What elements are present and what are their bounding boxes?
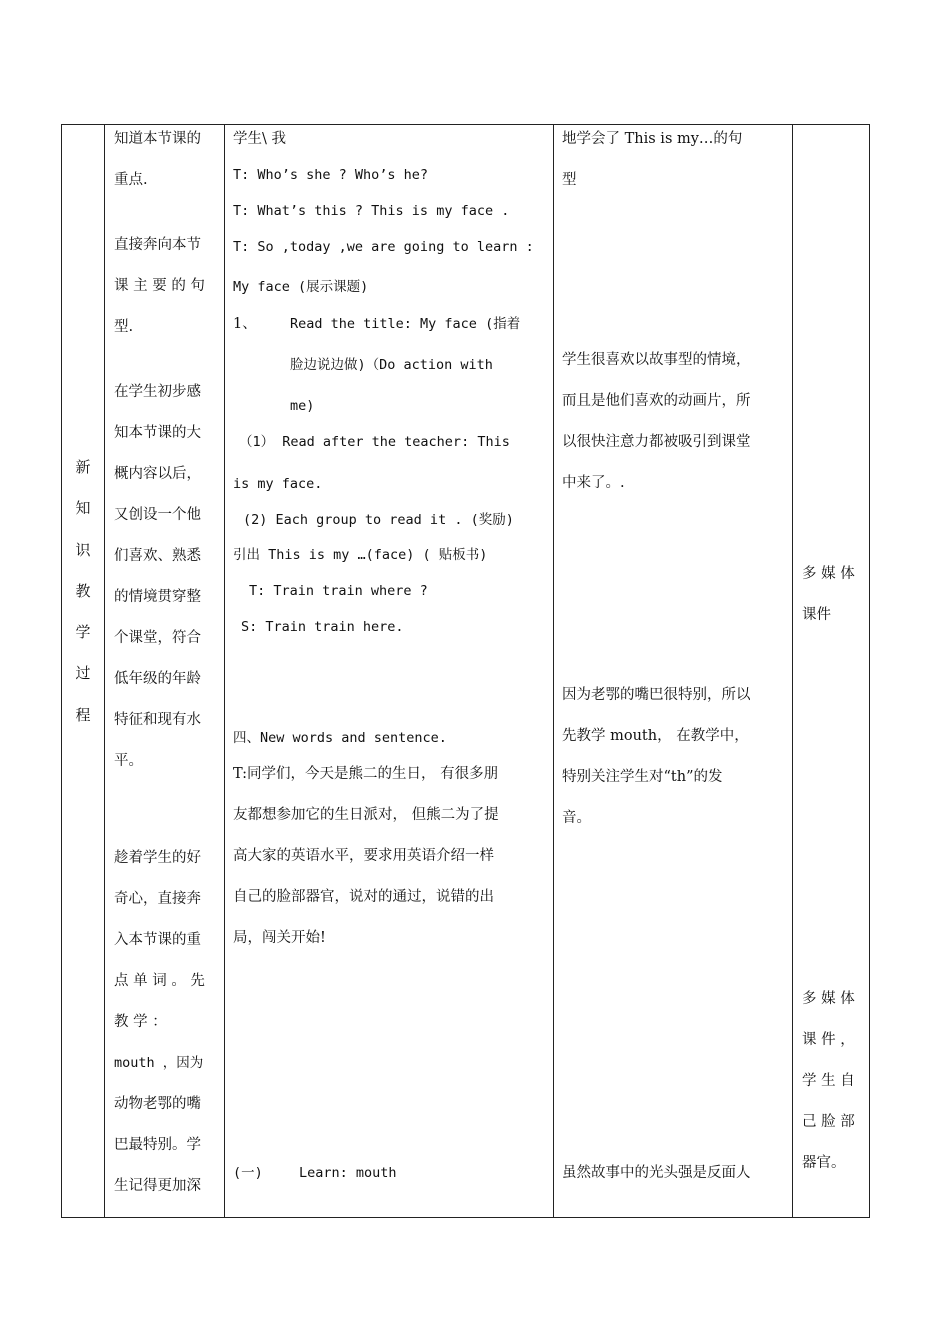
intent-line: 平。 (114, 753, 143, 769)
activity-line: My face (展示课题) (233, 279, 369, 295)
activity-line: 引出 This is my …(face) ( 贴板书) (233, 547, 488, 563)
teaching-activities-cell (225, 125, 554, 1218)
intent-line: 课 主 要 的 句 (114, 278, 205, 294)
intent-line: 重点. (114, 172, 148, 188)
stage-char: 新 (75, 458, 91, 476)
analysis-cell (554, 125, 793, 1218)
activity-line: Read the title: My face (指着 (290, 316, 521, 332)
media-line: 学 生 自 (802, 1073, 855, 1089)
activity-line: 高大家的英语水平，要求用英语介绍一样 (233, 848, 494, 864)
activity-line: 1、 (233, 316, 257, 332)
intent-line: 知道本节课的 (114, 131, 201, 147)
intent-line: 型. (114, 319, 134, 335)
media-line: 多 媒 体 (802, 991, 855, 1007)
intent-line: 的情境贯穿整 (114, 589, 201, 605)
intent-line: 趁着学生的好 (114, 850, 201, 866)
analysis-line: 而且是他们喜欢的动画片，所 (562, 393, 751, 409)
media-cell (793, 125, 870, 1218)
activity-line: Learn: mouth (299, 1165, 397, 1181)
analysis-line: 中来了。. (562, 475, 625, 491)
analysis-line: 先教学 mouth， 在教学中， (562, 728, 749, 744)
intent-line: 入本节课的重 (114, 932, 201, 948)
intent-line: 低年级的年龄 (114, 671, 201, 687)
activity-line: T: So ,today ,we are going to learn : (233, 239, 534, 255)
activity-line: T: What’s this ? This is my face . (233, 203, 510, 219)
table-row (62, 125, 870, 1218)
activity-line: (2) Each group to read it . (奖励) (243, 512, 514, 528)
analysis-line: 以很快注意力都被吸引到课堂 (562, 434, 751, 450)
activity-line: 局，闯关开始! (233, 930, 326, 946)
activity-line: is my face. (233, 476, 323, 492)
activity-line: (一) (233, 1165, 263, 1181)
stage-char: 过 (75, 664, 91, 683)
activity-line: 友都想参加它的生日派对， 但熊二为了提 (233, 807, 499, 823)
intent-line: 知本节课的大 (114, 425, 201, 441)
activity-line: （1） Read after the teacher: This (239, 434, 510, 450)
analysis-line: 因为老鄂的嘴巴很特别，所以 (562, 687, 751, 703)
intent-line: 奇心，直接奔 (114, 891, 201, 907)
analysis-line: 学生很喜欢以故事型的情境， (562, 352, 751, 368)
stage-label (62, 447, 104, 736)
analysis-line: 音。 (562, 810, 591, 826)
stage-char: 程 (75, 705, 91, 724)
intent-line: 又创设一个他 (114, 507, 201, 523)
analysis-line: 地学会了 This is my…的句 (562, 131, 743, 147)
intent-line: 直接奔向本节 (114, 237, 201, 253)
media-line: 课 件 ， (802, 1032, 855, 1048)
intent-line: 特征和现有水 (114, 712, 201, 728)
intent-line: 个课堂，符合 (114, 630, 201, 646)
intent-line: 们喜欢、熟悉 (114, 548, 201, 564)
stage-char: 知 (75, 499, 91, 518)
intent-line: 概内容以后， (114, 466, 201, 482)
intent-line: 动物老鄂的嘴 (114, 1096, 201, 1112)
activity-line: 四、New words and sentence. (233, 730, 447, 746)
design-intent-cell (105, 125, 225, 1218)
activity-line: 自己的脸部器官，说对的通过，说错的出 (233, 889, 494, 905)
activity-line: 学生\ 我 (233, 131, 286, 147)
intent-line: 教 学 ： (114, 1014, 167, 1030)
activity-line: 脸边说边做)（Do action with (290, 357, 493, 373)
media-line: 课件 (802, 607, 831, 623)
intent-line: 在学生初步感 (114, 384, 201, 400)
activity-line: S: Train train here. (241, 619, 404, 635)
stage-char: 教 (75, 581, 91, 600)
media-line: 器官。 (802, 1155, 846, 1171)
stage-cell (62, 125, 105, 1218)
activity-line: T: Train train where ? (249, 583, 428, 599)
intent-line: 巴最特别。学 (114, 1137, 201, 1153)
media-line: 多 媒 体 (802, 566, 855, 582)
activity-line: T: Who’s she ? Who’s he? (233, 167, 429, 183)
stage-char: 识 (75, 540, 91, 559)
intent-line: mouth ，因为 (114, 1055, 204, 1071)
media-line: 己 脸 部 (802, 1114, 855, 1130)
activity-line: T:同学们，今天是熊二的生日， 有很多朋 (233, 766, 499, 782)
intent-line: 生记得更加深 (114, 1178, 201, 1194)
intent-line: 点 单 词 。 先 (114, 973, 205, 989)
activity-line: me) (290, 398, 315, 414)
lesson-plan-table (61, 124, 870, 1218)
analysis-line: 型 (562, 172, 577, 188)
analysis-line: 特别关注学生对“th”的发 (562, 769, 723, 785)
stage-char: 学 (75, 623, 91, 642)
analysis-line: 虽然故事中的光头强是反面人 (562, 1165, 751, 1181)
